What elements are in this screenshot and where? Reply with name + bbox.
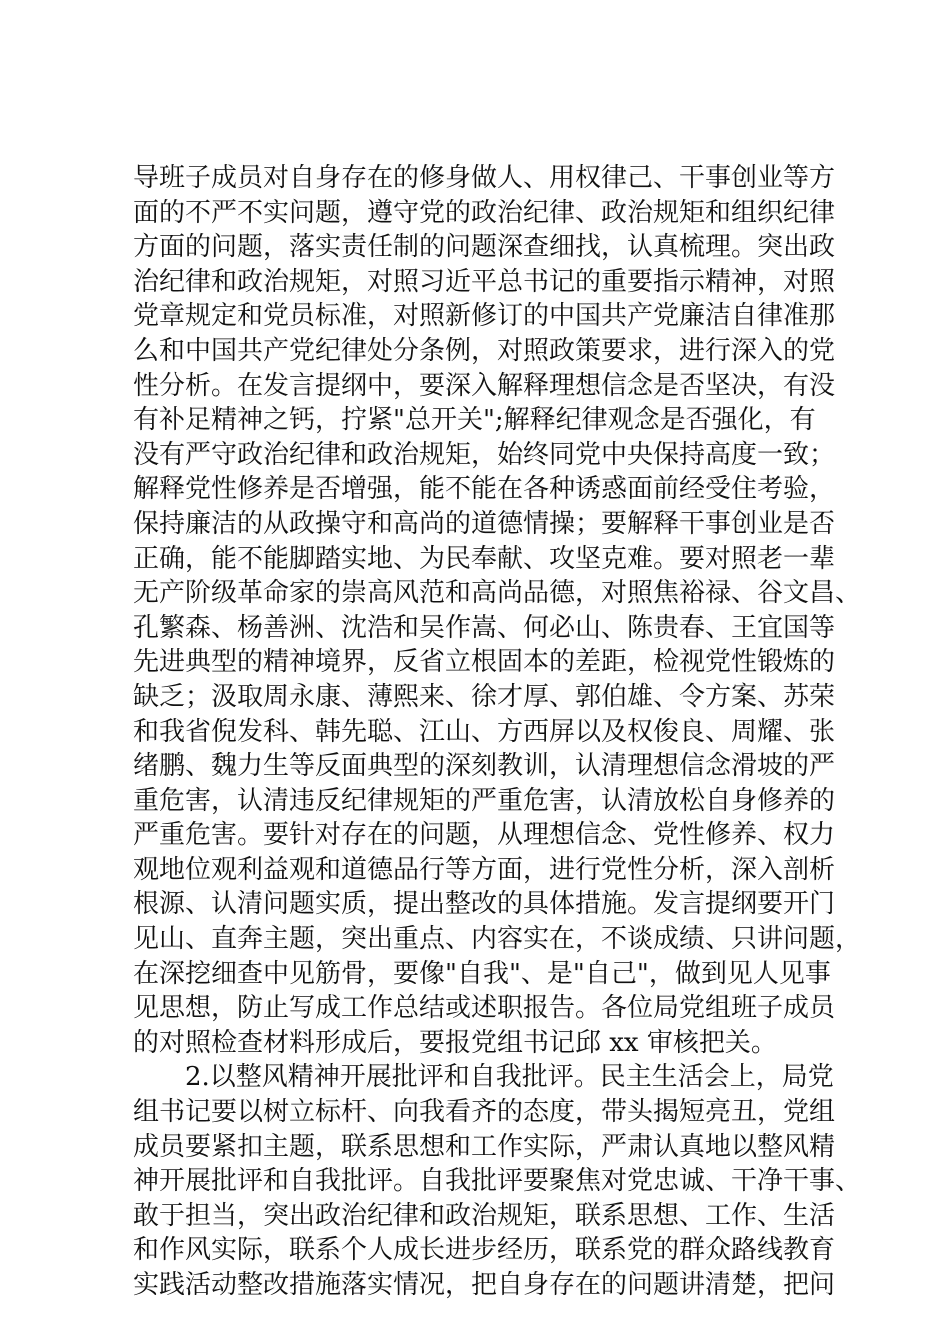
- text-line: 见思想，防止写成工作总结或述职报告。各位局党组班子成员: [133, 993, 836, 1024]
- text-line: 根源、认清问题实质，提出整改的具体措施。发言提纲要开门: [133, 889, 836, 920]
- text-line: 有补足精神之钙，拧紧"总开关";解释纪律观念是否强化，有: [133, 405, 816, 436]
- text-line: 保持廉洁的从政操守和高尚的道德情操；要解释干事创业是否: [133, 508, 836, 539]
- text-line: 方面的问题，落实责任制的问题深查细找，认真梳理。突出政: [133, 232, 836, 263]
- paragraph-start-line: 2.以整风精神开展批评和自我批评。民主生活会上，局党: [185, 1062, 834, 1093]
- text-line: 敢于担当，突出政治纪律和政治规矩，联系思想、工作、生活: [133, 1200, 836, 1231]
- text-line: 解释党性修养是否增强，能不能在各种诱惑面前经受住考验，: [133, 474, 836, 505]
- text-line: 导班子成员对自身存在的修身做人、用权律己、干事创业等方: [133, 163, 836, 193]
- text-line: 治纪律和政治规矩，对照习近平总书记的重要指示精神，对照: [133, 266, 836, 297]
- text-line: 神开展批评和自我批评。自我批评要聚焦对党忠诚、干净干事、: [133, 1166, 862, 1197]
- text-line: 组书记要以树立标杆、向我看齐的态度，带头揭短亮丑，党组: [133, 1097, 836, 1128]
- body-text: [133, 161, 862, 1303]
- text-line: 么和中国共产党纪律处分条例，对照政策要求，进行深入的党: [133, 335, 836, 366]
- text-line: 正确，能不能脚踏实地、为民奉献、攻坚克难。要对照老一辈: [133, 543, 836, 574]
- text-line: 严重危害。要针对存在的问题，从理想信念、党性修养、权力: [133, 820, 836, 851]
- text-line: 观地位观利益观和道德品行等方面，进行党性分析，深入剖析: [133, 854, 836, 885]
- text-line: 和作风实际，联系个人成长进步经历，联系党的群众路线教育: [133, 1235, 836, 1266]
- text-line: 无产阶级革命家的崇高风范和高尚品德，对照焦裕禄、谷文昌、: [133, 578, 862, 609]
- text-line: 缺乏；汲取周永康、薄熙来、徐才厚、郭伯雄、令方案、苏荣: [133, 681, 836, 712]
- text-line: 在深挖细查中见筋骨，要像"自我"、是"自己"，做到见人见事: [133, 958, 831, 989]
- text-line: 党章规定和党员标准，对照新修订的中国共产党廉洁自律准那: [133, 301, 836, 332]
- text-line: 绪鹏、魏力生等反面典型的深刻教训，认清理想信念滑坡的严: [133, 751, 836, 782]
- text-line: 性分析。在发言提纲中，要深入解释理想信念是否坚决，有没: [133, 370, 836, 401]
- text-line: 见山、直奔主题，突出重点、内容实在，不谈成绩、只讲问题，: [133, 924, 862, 955]
- text-line: 和我省倪发科、韩先聪、江山、方西屏以及权俊良、周耀、张: [133, 716, 836, 747]
- text-line: 成员要紧扣主题，联系思想和工作实际，严肃认真地以整风精: [133, 1131, 836, 1162]
- text-line: 面的不严不实问题，遵守党的政治纪律、政治规矩和组织纪律: [133, 197, 836, 228]
- text-line: 没有严守政治纪律和政治规矩，始终同党中央保持高度一致；: [133, 439, 836, 470]
- text-line: 的对照检查材料形成后，要报党组书记邱 xx 审核把关。: [133, 1027, 777, 1058]
- text-line: 先进典型的精神境界，反省立根固本的差距，检视党性锻炼的: [133, 647, 836, 678]
- text-line: 重危害，认清违反纪律规矩的严重危害，认清放松自身修养的: [133, 785, 836, 816]
- text-line: 实践活动整改措施落实情况，把自身存在的问题讲清楚，把问: [133, 1270, 836, 1300]
- text-line: 孔繁森、杨善洲、沈浩和吴作嵩、何必山、陈贵春、王宜国等: [133, 612, 836, 643]
